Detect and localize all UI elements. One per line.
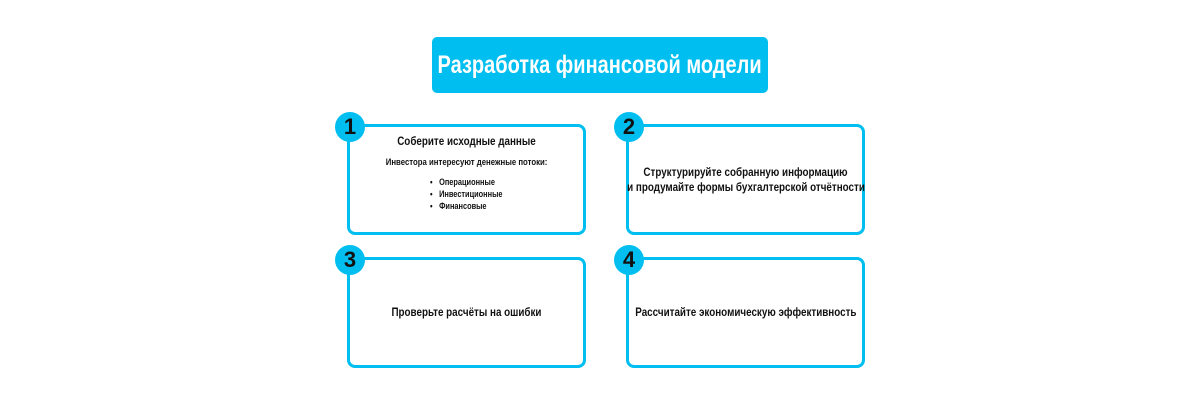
bullet-item: • Финансовые (430, 200, 503, 212)
step-card-3 (347, 257, 586, 368)
step-4-text: Рассчитайте экономическую эффективность (634, 305, 857, 319)
bullet-item: • Операционные (430, 176, 503, 188)
step-card-4 (626, 257, 865, 368)
step-card-2 (626, 124, 865, 235)
title-text: Разработка финансовой модели (437, 50, 763, 79)
step-number-badge-3: 3 (335, 245, 365, 275)
step-1-subheading: Инвестора интересуют денежные потоки: (385, 156, 548, 168)
step-2-text-line-1: Структурируйте собранную информацию (643, 164, 848, 179)
step-1-bullets (422, 176, 510, 212)
step-number-badge-2: 2 (614, 112, 644, 142)
step-number-badge-1: 1 (335, 112, 365, 142)
step-2-text-line-2: и продумайте формы бухгалтерской отчётности (626, 179, 865, 194)
step-number-badge-4: 4 (614, 245, 644, 275)
step-3-text: Проверьте расчёты на ошибки (391, 305, 542, 319)
step-1-heading: Соберите исходные данные (397, 133, 536, 148)
bullet-item: • Инвестиционные (430, 188, 503, 200)
diagram-title (432, 37, 768, 93)
step-card-1 (347, 124, 586, 235)
